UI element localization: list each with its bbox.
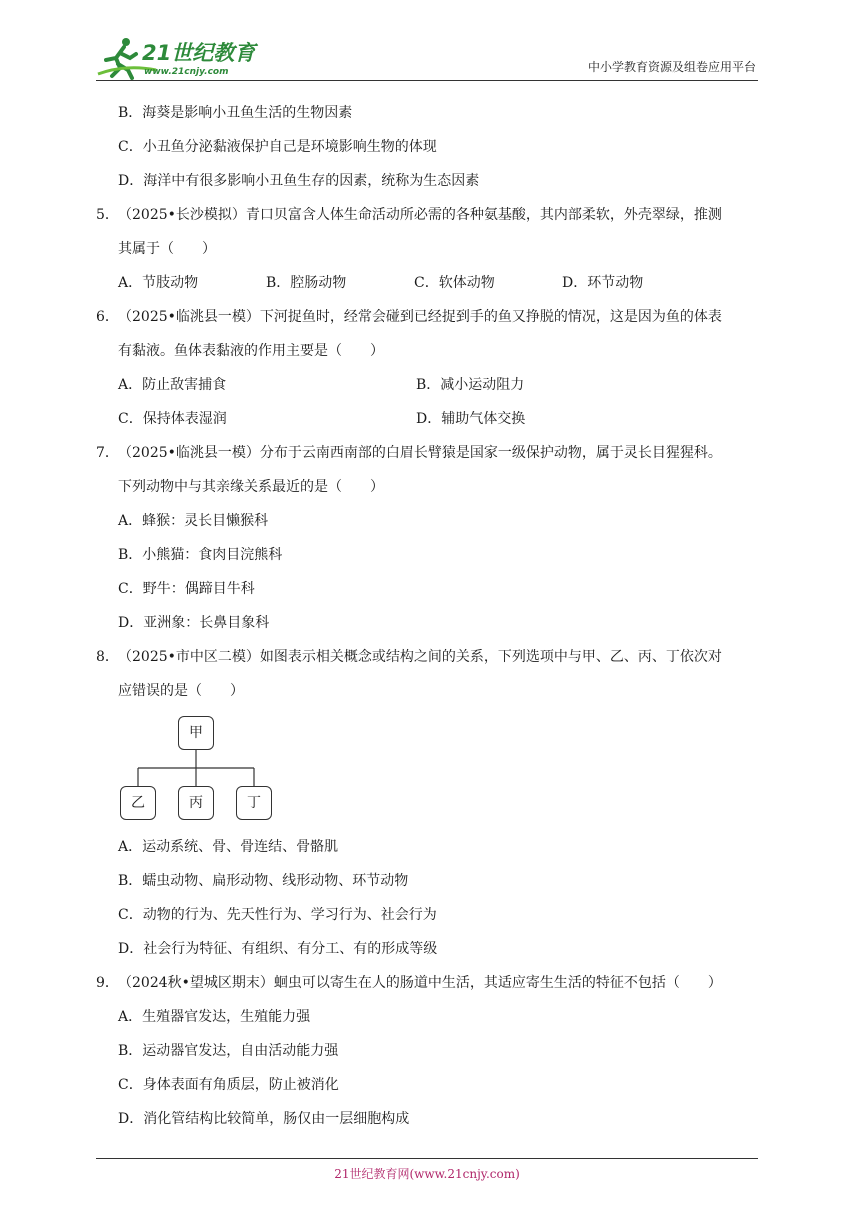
option-b: B．蠕虫动物、扁形动物、线形动物、环节动物 <box>118 873 409 889</box>
diagram-box-middle: 丙 <box>178 786 214 820</box>
question-text: （2025•临洮县一模）下河捉鱼时，经常会碰到已经捉到手的鱼又挣脱的情况，这是因为鱼的体表 <box>118 309 722 325</box>
option-a: A．节肢动物 <box>118 275 199 291</box>
option-c: C．软体动物 <box>414 275 495 291</box>
question-number: 8． <box>96 649 119 665</box>
concept-diagram <box>116 708 316 830</box>
option-a: A．防止敌害捕食 <box>118 377 227 393</box>
question-6-stem-cont: 有黏液。鱼体表黏液的作用主要是（ ） <box>118 343 384 359</box>
question-number: 5． <box>96 207 119 223</box>
logo-21cnjy <box>96 34 266 80</box>
question-5-stem <box>96 198 766 232</box>
option-a: A．蜂猴：灵长目懒猴科 <box>118 513 269 529</box>
question-content <box>96 96 766 1136</box>
option-d: D．海洋中有很多影响小丑鱼生存的因素，统称为生态因素 <box>118 173 480 189</box>
question-number: 6． <box>96 309 119 325</box>
question-7-stem-cont: 下列动物中与其亲缘关系最近的是（ ） <box>118 479 384 495</box>
question-6-stem <box>96 300 766 334</box>
diagram-box-right: 丁 <box>236 786 272 820</box>
footer-text[interactable]: 21世纪教育网(www.21cnjy.com) <box>334 1167 520 1181</box>
option-b: B．腔肠动物 <box>266 275 347 291</box>
diagram-box-left: 乙 <box>120 786 156 820</box>
option-d: D．辅助气体交换 <box>416 411 526 427</box>
question-text: （2025•市中区二模）如图表示相关概念或结构之间的关系，下列选项中与甲、乙、丙、丁依次对 <box>118 649 722 665</box>
option-d: D．消化管结构比较简单，肠仅由一层细胞构成 <box>118 1111 410 1127</box>
question-text: （2025•长沙模拟）青口贝富含人体生命活动所必需的各种氨基酸，其内部柔软，外壳翠绿，推测 <box>118 207 722 223</box>
question-7-stem <box>96 436 766 470</box>
platform-name: 中小学教育资源及组卷应用平台 <box>587 60 756 74</box>
option-a: A．生殖器官发达，生殖能力强 <box>118 1009 311 1025</box>
question-5-options <box>96 266 766 300</box>
option-c: C．小丑鱼分泌黏液保护自己是环境影响生物的体现 <box>118 139 437 155</box>
option-d: D．亚洲象：长鼻目象科 <box>118 615 270 631</box>
question-8-stem <box>96 640 766 674</box>
option-b: B．海葵是影响小丑鱼生活的生物因素 <box>118 105 353 121</box>
question-number: 9． <box>96 975 119 991</box>
page-header <box>96 34 758 81</box>
page-footer <box>96 1158 758 1182</box>
question-5-stem-cont: 其属于（ ） <box>118 241 216 257</box>
option-d: D．社会行为特征、有组织、有分工、有的形成等级 <box>118 941 438 957</box>
option-c: C．野牛：偶蹄目牛科 <box>118 581 255 597</box>
option-a: A．运动系统、骨、骨连结、骨骼肌 <box>118 839 339 855</box>
question-number: 7． <box>96 445 119 461</box>
option-b: B．小熊猫：食肉目浣熊科 <box>118 547 283 563</box>
option-c: C．身体表面有角质层，防止被消化 <box>118 1077 339 1093</box>
question-6-options-row2 <box>96 402 766 436</box>
question-8-stem-cont: 应错误的是（ ） <box>118 683 244 699</box>
diagram-box-top: 甲 <box>178 716 214 750</box>
question-text: （2024秋•望城区期末）蛔虫可以寄生在人的肠道中生活，其适应寄生生活的特征不包括（ ） <box>118 975 722 991</box>
option-b: B．运动器官发达，自由活动能力强 <box>118 1043 339 1059</box>
question-6-options-row1 <box>96 368 766 402</box>
svg-text:21世纪教育: 21世纪教育 <box>142 41 256 65</box>
option-d: D．环节动物 <box>562 275 644 291</box>
option-c: C．动物的行为、先天性行为、学习行为、社会行为 <box>118 907 437 923</box>
option-b: B．减小运动阻力 <box>416 377 525 393</box>
svg-text:www.21cnjy.com: www.21cnjy.com <box>144 67 229 77</box>
question-text: （2025•临洮县一模）分布于云南西南部的白眉长臂猿是国家一级保护动物，属于灵长目猩猩科。 <box>118 445 722 461</box>
option-c: C．保持体表湿润 <box>118 411 227 427</box>
question-9-stem <box>96 966 766 1000</box>
